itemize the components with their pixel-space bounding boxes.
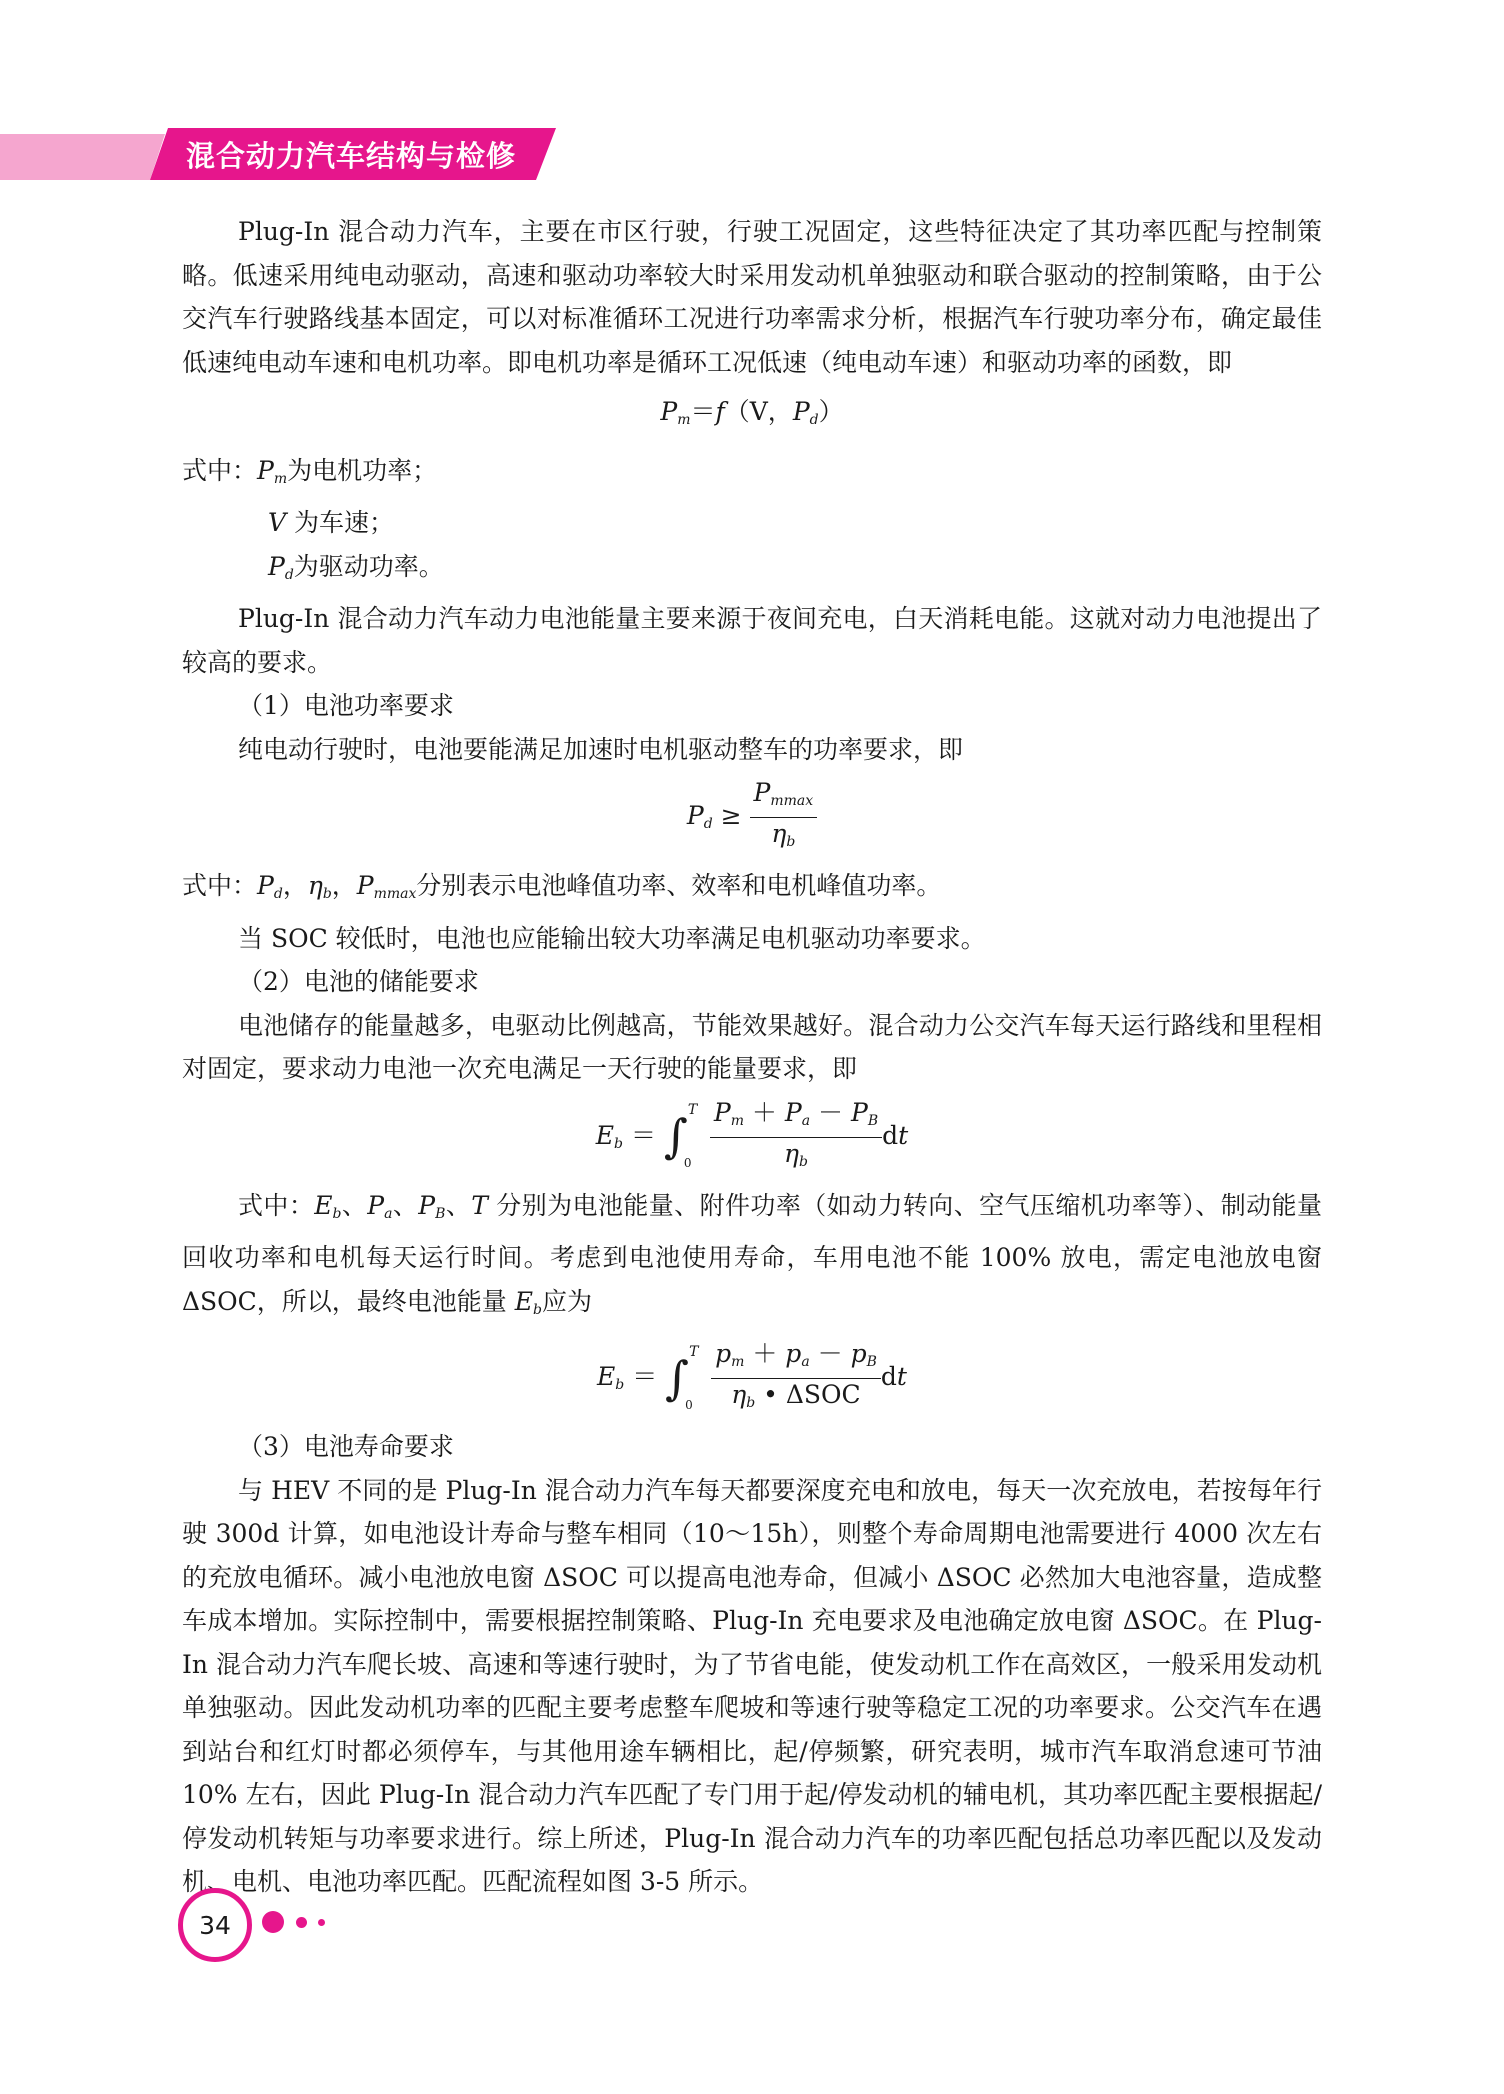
formula-motor-power: $P_m=f(V$，$P_d$） bbox=[660, 397, 844, 428]
formula-battery-energy: $E_b$ ＝ ∫ T 0 $\frac{P_m + P_a - P_B}{\eta_b}$ dt bbox=[182, 1097, 1322, 1178]
where-line-3: $P_d$为驱动功率。 bbox=[268, 551, 444, 583]
heading-1: （1）电池功率要求 bbox=[238, 691, 454, 720]
page-number: 34 bbox=[178, 1888, 252, 1962]
decorative-dot-small bbox=[318, 1919, 325, 1926]
heading-3: （3）电池寿命要求 bbox=[238, 1432, 454, 1461]
page-number-badge bbox=[178, 1888, 252, 1962]
formula-battery-power: $P_d$ ≥ $\frac{P_{mmax}}{\eta_b}$ bbox=[182, 777, 1322, 858]
where-line-1: 式中：$P_m$为电机功率； bbox=[182, 455, 438, 487]
page-body bbox=[182, 210, 1322, 1904]
integral-sign: ∫ bbox=[663, 1109, 688, 1164]
fraction: $\frac{P_m + P_a - P_B}{\eta_b}$ bbox=[710, 1097, 882, 1178]
decorative-dot-medium bbox=[296, 1917, 307, 1928]
paragraph-1: Plug-In 混合动力汽车，主要在市区行驶，行驶工况固定，这些特征决定了其功率匹配与控制策略。低速采用纯电动驱动，高速和驱动功率较大时采用发动机单独驱动和联合驱动的控制策略，由于公交汽车行驶路线基本固定，可以对标准循环工况进行功率需求分析，根据汽车行驶功率分布，确定最佳低速纯电动车速和电机功率。即电机功率是循环工况低速（纯电动车速）和驱动功率的函数，即 bbox=[182, 217, 1322, 377]
integral-sign: ∫ bbox=[665, 1350, 690, 1405]
heading-2: （2）电池的储能要求 bbox=[238, 967, 479, 996]
where-line-4: 式中：$P_d$，$\eta_b$，$P_{mmax}$分别表示电池峰值功率、效率和电机峰值功率。 bbox=[182, 871, 942, 902]
running-header-title: 混合动力汽车结构与检修 bbox=[186, 139, 517, 173]
paragraph-2: Plug-In 混合动力汽车动力电池能量主要来源于夜间充电，白天消耗电能。这就对动力电池提出了较高的要求。 bbox=[182, 604, 1322, 677]
decorative-dot-large bbox=[262, 1911, 284, 1933]
paragraph-6: 式中：$E_b$、$P_a$、$P_B$、T 分别为电池能量、附件功率（如动力转向、空气压缩机功率等）、制动能量回收功率和电机每天运行时间。考虑到电池使用寿命，车用电池不能 100% 放电，需定电池放电窗 ΔSOC，所以，最终电池能量 $E_b$应为 bbox=[182, 1190, 1322, 1318]
paragraph-7: 与 HEV 不同的是 Plug-In 混合动力汽车每天都要深度充电和放电，每天一次充放电，若按每年行驶 300d 计算，如电池设计寿命与整车相同（10～15h），则整个寿命周期电池需要进行 4000 次左右的充放电循环。减小电池放电窗 ΔSOC 可以提高电池寿命，但减小 ΔSOC 必然加大电池容量，造成整车成本增加。实际控制中，需要根据控制策略、Plug-In 充电要求及电池确定放电窗 ΔSOC。在 Plug-In 混合动力汽车爬长坡、高速和等速行驶时，为了节省电能，使发动机工作在高效区，一般采用发动机单独驱动。因此发动机功率的匹配主要考虑整车爬坡和等速行驶等稳定工况的功率要求。公交汽车在遇到站台和红灯时都必须停车，与其他用途车辆相比，起/停频繁，研究表明，城市汽车取消怠速可节油 10% 左右，因此 Plug-In 混合动力汽车匹配了专门用于起/停发动机的辅电机，其功率匹配主要根据起/停发动机转矩与功率要求进行。综上所述，Plug-In 混合动力汽车的功率匹配包括总功率匹配以及发动机、电机、电池功率匹配。匹配流程如图 3-5 所示。 bbox=[182, 1475, 1322, 1896]
paragraph-5: 电池储存的能量越多，电驱动比例越高，节能效果越好。混合动力公交汽车每天运行路线和里程相对固定，要求动力电池一次充电满足一天行驶的能量要求，即 bbox=[182, 1010, 1322, 1083]
formula-final-battery-energy: $E_b$ ＝ ∫ T 0 $\frac{p_m + p_a - p_B}{\eta_b • \Delta SOC}$ dt bbox=[182, 1338, 1322, 1419]
where-line-2: V 为车速； bbox=[268, 508, 395, 537]
fraction: $\frac{P_{mmax}}{\eta_b}$ bbox=[750, 777, 818, 858]
fraction: $\frac{p_m + p_a - p_B}{\eta_b • \Delta SOC}$ bbox=[711, 1338, 881, 1419]
paragraph-4: 当 SOC 较低时，电池也应能输出较大功率满足电机驱动功率要求。 bbox=[238, 923, 986, 953]
paragraph-3: 纯电动行驶时，电池要能满足加速时电机驱动整车的功率要求，即 bbox=[238, 734, 964, 764]
